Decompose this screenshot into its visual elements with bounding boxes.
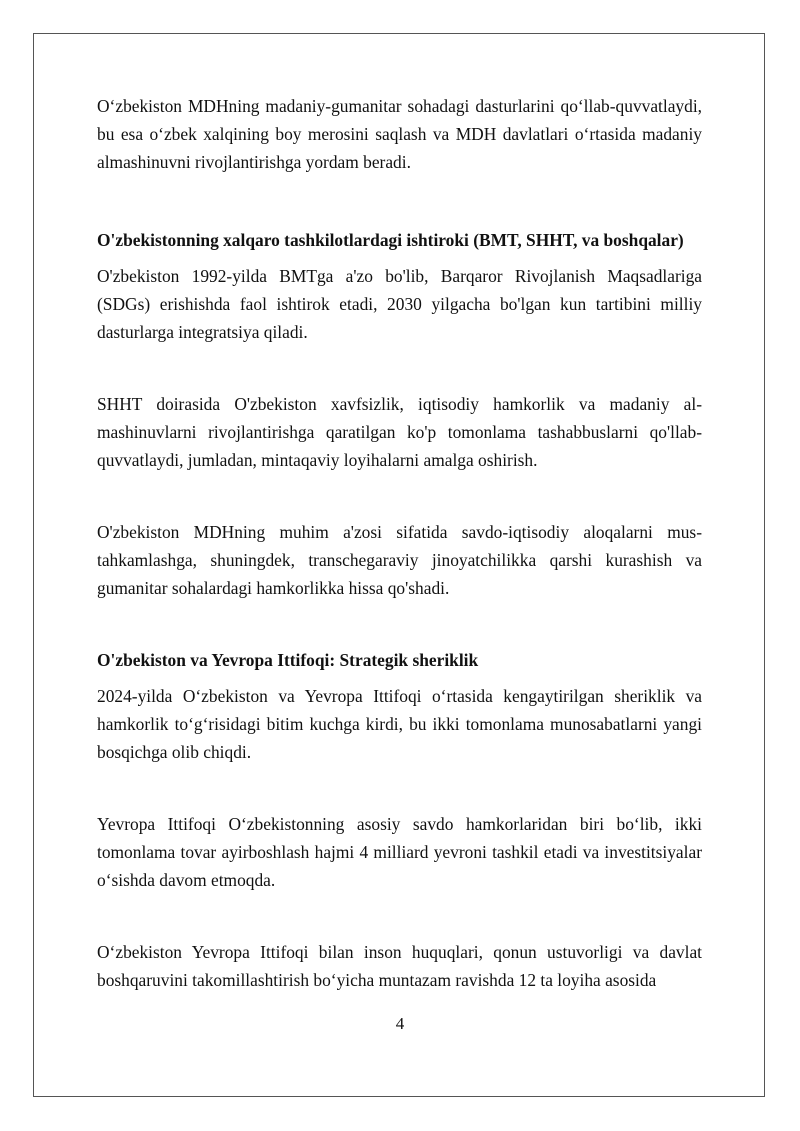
page-number: 4 — [395, 1014, 405, 1033]
paragraph-eu-human-rights: O‘zbekiston Yevropa Ittifoqi bilan inson huquqlari, qonun ustuvorligi va davlat boshqaruvini takomillashtirish bo‘yicha muntazam ravishda 12 ta loyiha asosida — [97, 942, 702, 990]
paragraph-cis-member-role: O'zbekiston MDHning muhim a'zosi sifatida savdo-iqtisodiy aloqalarni mustahkamlashga, shuningdek, transchegaraviy jinoyatchilikka qarshi kurashish va gumanitar sohalardagi hamkorlikka hissa qo'shadi. — [97, 522, 702, 598]
paragraph-cis-cultural-programs: O‘zbekiston MDHning madaniy-gumanitar sohadagi dasturlarini qo‘llab-quvvatlaydi, bu esa o‘zbek xalqining boy merosini saqlash va MDH davlatlari o‘rtasida madaniy almashinuvni rivojlantirishga yordam beradi. — [97, 96, 702, 172]
page-content — [97, 92, 702, 994]
paragraph-eu-trade: Yevropa Ittifoqi O‘zbekistonning asosiy savdo hamkorlaridan biri bo‘lib, ikki tomonlama tovar ayirboshlash hajmi 4 milliard yevroni tashkil etadi va investitsiyalar o‘sishda davom etmoqda. — [97, 814, 702, 890]
paragraph-sco-initiatives: SHHT doirasida O'zbekiston xavfsizlik, iqtisodiy hamkorlik va madaniy almashinuvlarni rivojlantirishga qaratilgan ko'p tomonlama tashabbuslarni qo'llab-quvvatlaydi, jumladan, mintaqaviy loyihalarni amalga oshirish. — [97, 394, 702, 470]
paragraph-eu-agreement-2024: 2024-yilda O‘zbekiston va Yevropa Ittifoqi o‘rtasida kengaytirilgan sheriklik va hamkorlik to‘g‘risidagi bitim kuchga kirdi, bu ikki tomonlama munosabatlarni yangi bosqichga olib chiqdi. — [97, 686, 702, 762]
heading-international-organizations: O'zbekistonning xalqaro tashkilotlardagi ishtiroki (BMT, SHHT, va boshqalar) — [97, 230, 684, 250]
paragraph-un-membership: O'zbekiston 1992-yilda BMTga a'zo bo'lib, Barqaror Rivojlanish Maqsadlariga (SDGs) erishishda faol ishtirok etadi, 2030 yilgacha bo'lgan kun tartibini milliy dasturlarga integratsiya qiladi. — [97, 266, 702, 342]
heading-eu-partnership: O'zbekiston va Yevropa Ittifoqi: Strategik sheriklik — [97, 650, 479, 670]
